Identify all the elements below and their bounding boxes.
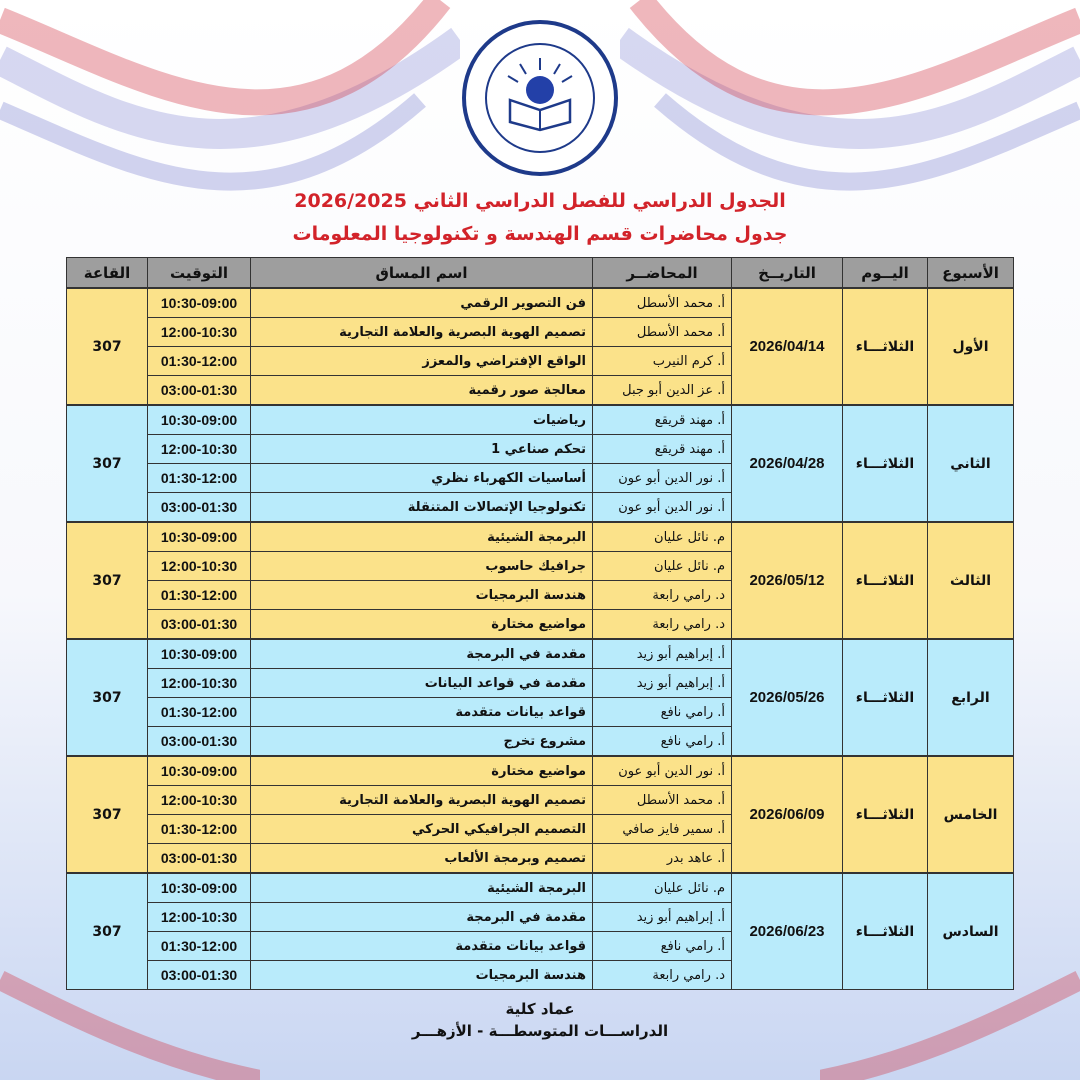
day-cell: الثلاثـــاء [843,873,928,990]
time-cell: 10:30-09:00 [148,522,251,552]
lecturer-cell: م. نائل عليان [593,522,732,552]
time-cell: 03:00-01:30 [148,493,251,523]
week-cell: الثاني [928,405,1014,522]
table-header-row [67,258,1014,289]
lecturer-cell: أ. محمد الأسطل [593,288,732,318]
lecturer-cell: أ. رامي نافع [593,727,732,757]
table-row [67,405,1014,435]
page-title: الجدول الدراسي للفصل الدراسي الثاني 2026/2025 [294,190,786,212]
lecturer-cell: أ. عاهد بدر [593,844,732,874]
date-cell: 2026/06/09 [732,756,843,873]
lecturer-cell: أ. عز الدين أبو جبل [593,376,732,406]
week-cell: الأول [928,288,1014,405]
page-subtitle: جدول محاضرات قسم الهندسة و تكنولوجيا المعلومات [292,223,788,245]
course-cell: البرمجة الشيئية [251,522,593,552]
room-cell: 307 [67,873,148,990]
course-cell: قواعد بيانات متقدمة [251,932,593,961]
course-cell: معالجة صور رقمية [251,376,593,406]
course-cell: رياضيات [251,405,593,435]
table-row [67,522,1014,552]
date-cell: 2026/05/12 [732,522,843,639]
time-cell: 03:00-01:30 [148,844,251,874]
time-cell: 12:00-10:30 [148,786,251,815]
time-cell: 01:30-12:00 [148,815,251,844]
date-cell: 2026/06/23 [732,873,843,990]
time-cell: 12:00-10:30 [148,552,251,581]
week-cell: الثالث [928,522,1014,639]
day-cell: الثلاثـــاء [843,405,928,522]
course-cell: تكنولوجيا الإتصالات المتنقلة [251,493,593,523]
lecturer-cell: د. رامي رابعة [593,610,732,640]
day-cell: الثلاثـــاء [843,522,928,639]
time-cell: 03:00-01:30 [148,376,251,406]
time-cell: 10:30-09:00 [148,873,251,903]
time-cell: 03:00-01:30 [148,961,251,990]
week-cell: الخامس [928,756,1014,873]
course-cell: مقدمة في البرمجة [251,903,593,932]
table-row [67,288,1014,318]
lecturer-cell: د. رامي رابعة [593,581,732,610]
course-cell: هندسة البرمجيات [251,581,593,610]
course-cell: البرمجة الشيئية [251,873,593,903]
lecturer-cell: أ. رامي نافع [593,698,732,727]
col-lecturer: المحاضــر [593,258,732,289]
table-row [67,873,1014,903]
course-cell: مواضيع مختارة [251,610,593,640]
col-course: اسم المساق [251,258,593,289]
course-cell: أساسيات الكهرباء نظري [251,464,593,493]
course-cell: مقدمة في البرمجة [251,639,593,669]
time-cell: 01:30-12:00 [148,464,251,493]
course-cell: مشروع تخرج [251,727,593,757]
lecturer-cell: أ. سمير فايز صافي [593,815,732,844]
lecturer-cell: أ. إبراهيم أبو زيد [593,903,732,932]
lecturer-cell: أ. نور الدين أبو عون [593,493,732,523]
college-logo [460,18,620,178]
lecturer-cell: أ. محمد الأسطل [593,318,732,347]
footer-signature-title: عماد كلية [505,1000,575,1018]
time-cell: 10:30-09:00 [148,639,251,669]
day-cell: الثلاثـــاء [843,288,928,405]
room-cell: 307 [67,405,148,522]
lecturer-cell: أ. رامي نافع [593,932,732,961]
day-cell: الثلاثـــاء [843,756,928,873]
course-cell: مواضيع مختارة [251,756,593,786]
lecturer-cell: أ. كرم النيرب [593,347,732,376]
lecturer-cell: أ. نور الدين أبو عون [593,756,732,786]
week-cell: الرابع [928,639,1014,756]
lecturer-cell: أ. مهند قريقع [593,405,732,435]
lecturer-cell: أ. مهند قريقع [593,435,732,464]
lecturer-cell: أ. إبراهيم أبو زيد [593,639,732,669]
col-week: الأسبوع [928,258,1014,289]
week-cell: السادس [928,873,1014,990]
course-cell: تصميم الهوية البصرية والعلامة التجارية [251,318,593,347]
col-time: التوقيت [148,258,251,289]
date-cell: 2026/05/26 [732,639,843,756]
col-date: التاريــخ [732,258,843,289]
course-cell: مقدمة في قواعد البيانات [251,669,593,698]
col-day: اليــوم [843,258,928,289]
room-cell: 307 [67,756,148,873]
decorative-swoosh-top-right [620,0,1080,260]
footer-signature-college: الدراســـات المتوسطـــة - الأزهـــر [411,1022,669,1040]
time-cell: 12:00-10:30 [148,669,251,698]
schedule-table [66,257,1014,990]
course-cell: الواقع الإفتراضي والمعزز [251,347,593,376]
time-cell: 03:00-01:30 [148,610,251,640]
lecturer-cell: د. رامي رابعة [593,961,732,990]
decorative-swoosh-top-left [0,0,460,260]
course-cell: تصميم الهوية البصرية والعلامة التجارية [251,786,593,815]
date-cell: 2026/04/14 [732,288,843,405]
lecturer-cell: أ. نور الدين أبو عون [593,464,732,493]
time-cell: 01:30-12:00 [148,581,251,610]
time-cell: 12:00-10:30 [148,903,251,932]
lecturer-cell: م. نائل عليان [593,873,732,903]
room-cell: 307 [67,639,148,756]
course-cell: قواعد بيانات متقدمة [251,698,593,727]
course-cell: هندسة البرمجيات [251,961,593,990]
course-cell: التصميم الجرافيكي الحركي [251,815,593,844]
date-cell: 2026/04/28 [732,405,843,522]
time-cell: 03:00-01:30 [148,727,251,757]
day-cell: الثلاثـــاء [843,639,928,756]
time-cell: 01:30-12:00 [148,932,251,961]
table-row [67,639,1014,669]
time-cell: 10:30-09:00 [148,288,251,318]
course-cell: تصميم وبرمجة الألعاب [251,844,593,874]
time-cell: 10:30-09:00 [148,405,251,435]
time-cell: 10:30-09:00 [148,756,251,786]
course-cell: جرافيك حاسوب [251,552,593,581]
lecturer-cell: أ. إبراهيم أبو زيد [593,669,732,698]
time-cell: 12:00-10:30 [148,435,251,464]
room-cell: 307 [67,288,148,405]
col-room: القاعة [67,258,148,289]
lecturer-cell: م. نائل عليان [593,552,732,581]
time-cell: 01:30-12:00 [148,347,251,376]
table-row [67,756,1014,786]
course-cell: تحكم صناعي 1 [251,435,593,464]
room-cell: 307 [67,522,148,639]
course-cell: فن التصوير الرقمي [251,288,593,318]
lecturer-cell: أ. محمد الأسطل [593,786,732,815]
time-cell: 01:30-12:00 [148,698,251,727]
time-cell: 12:00-10:30 [148,318,251,347]
